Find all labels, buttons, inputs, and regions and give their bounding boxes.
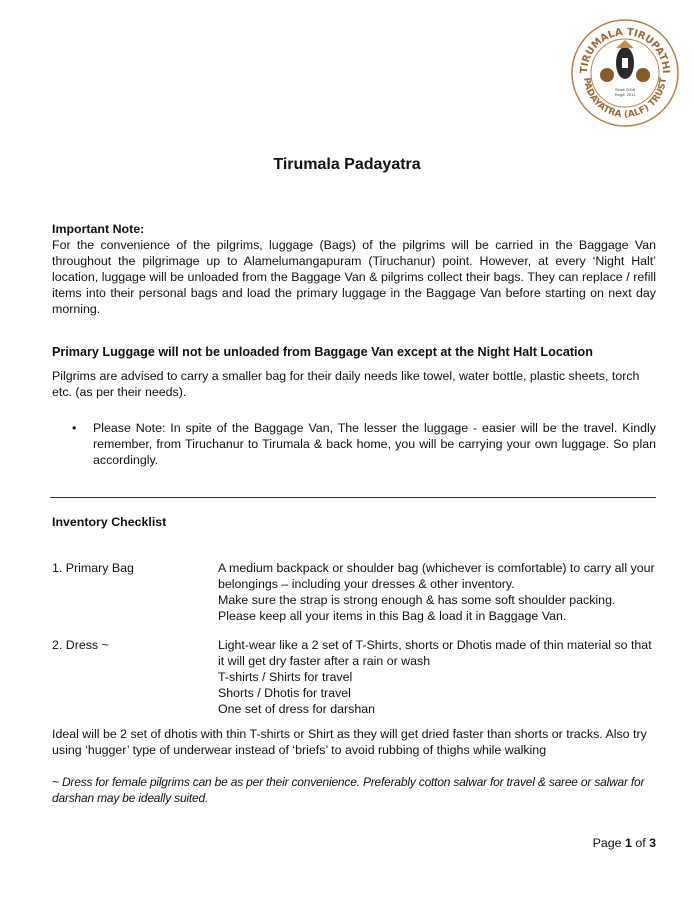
bullet-icon: • — [72, 421, 77, 435]
svg-text:Since 2008: Since 2008 — [614, 87, 636, 92]
inventory-heading: Inventory Checklist — [52, 515, 167, 529]
page-prefix: Page — [592, 836, 625, 850]
page-number — [593, 835, 656, 851]
item-label: 2. Dress ~ — [52, 638, 109, 652]
important-note-heading: Important Note: — [52, 222, 145, 236]
page-current: 1 — [624, 836, 632, 850]
primary-luggage-heading: Primary Luggage will not be unloaded from Baggage Van except at the Night Halt Location — [52, 345, 593, 359]
checklist-item — [52, 560, 656, 624]
item-line: Make sure the strap is strong enough & has some soft shoulder packing. Please keep all your items in this Bag & load it in Baggage Van. — [218, 593, 616, 623]
footnote: ~ Dress for female pilgrims can be as per their convenience. Preferably cotton salwar for travel & saree or salwar for darshan may be ideally suited. — [52, 775, 645, 805]
svg-text:Regd. 2011: Regd. 2011 — [614, 92, 636, 97]
page-title: Tirumala Padayatra — [273, 156, 421, 173]
advice-paragraph: Pilgrims are advised to carry a smaller bag for their daily needs like towel, water bottle, plastic sheets, torch etc. (as per their needs). — [52, 369, 640, 399]
svg-text:TIRUMALA TIRUPATHI: TIRUMALA TIRUPATHI — [578, 26, 672, 74]
trust-logo — [570, 18, 680, 128]
item-label: 1. Primary Bag — [52, 561, 134, 575]
important-note — [52, 221, 656, 317]
item-line: One set of dress for darshan — [218, 702, 376, 716]
ideal-paragraph: Ideal will be 2 set of dhotis with thin T-shirts or Shirt as they will get dried faster than shorts or tracks. Also try using ‘hugger’ type of underwear instead of ‘briefs’ to avoid rubbing of thighs while walking — [52, 727, 647, 757]
page-sep: of — [631, 836, 650, 850]
item-line: Light-wear like a 2 set of T-Shirts, shorts or Dhotis made of thin material so that it will get dry faster after a rain or wash — [218, 638, 652, 668]
checklist-item — [52, 637, 656, 717]
svg-text:PADAYATRA (ALF) TRUST: PADAYATRA (ALF) TRUST — [580, 77, 670, 121]
item-line: A medium backpack or shoulder bag (whichever is comfortable) to carry all your belongings – including your dresses & other inventory. — [218, 561, 655, 591]
divider — [50, 497, 656, 498]
item-line: T-shirts / Shirts for travel — [218, 670, 353, 684]
important-note-text: For the convenience of the pilgrims, luggage (Bags) of the pilgrims will be carried in the Baggage Van throughout the pilgrimage up to Alamelumangapuram (Tiruchanur) point. However, at every ‘Night Halt’ location, luggage will be unloaded from the Baggage Van & pilgrims collect their bags. They can replace / refill items into their personal bags and load the primary luggage in the Baggage Van before starting on next day morning. — [52, 238, 656, 316]
item-line: Shorts / Dhotis for travel — [218, 686, 351, 700]
page-total: 3 — [649, 836, 656, 850]
bullet-note — [72, 420, 656, 468]
bullet-text: Please Note: In spite of the Baggage Van, The lesser the luggage - easier will be the travel. Kindly remember, from Tiruchanur to Tirumala & back home, you will be carrying your own luggage. So plan accordingly. — [93, 421, 656, 467]
